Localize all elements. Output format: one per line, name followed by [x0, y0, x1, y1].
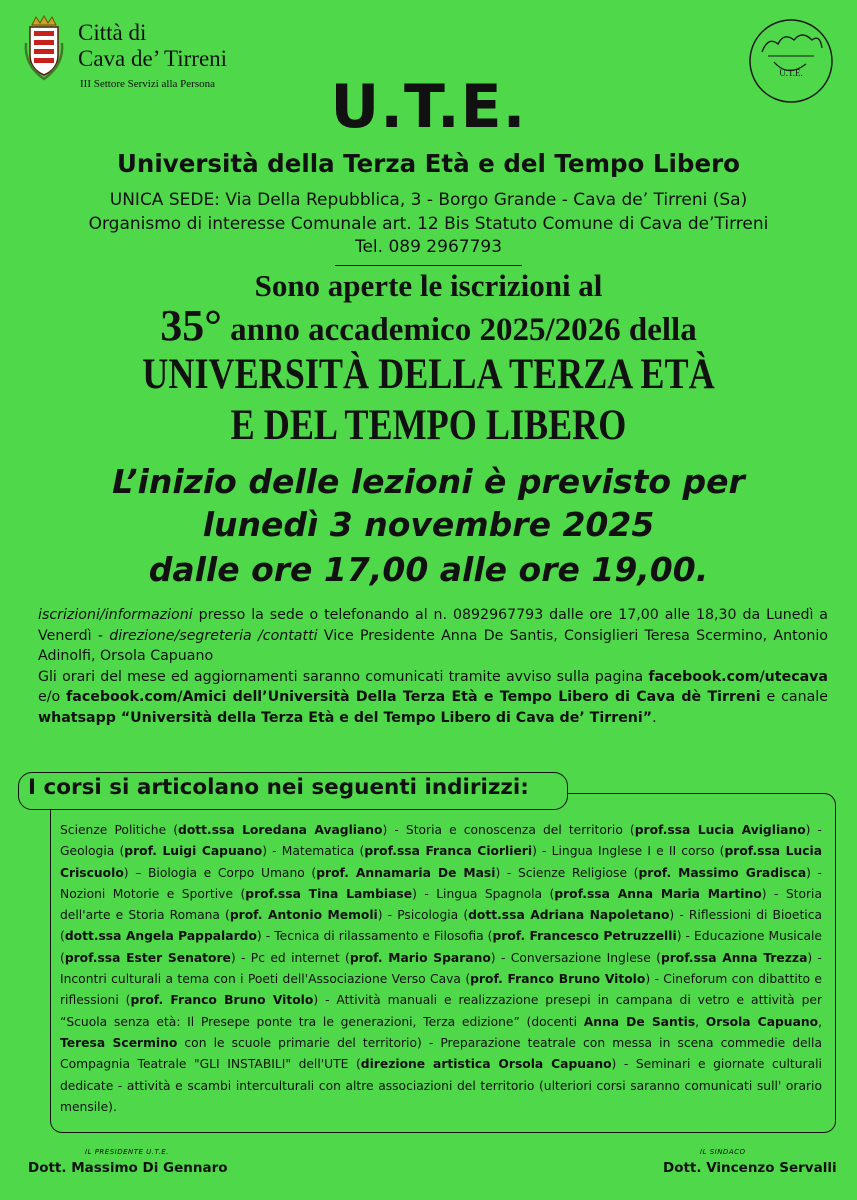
anno-text: anno accademico 2025/2026 della [221, 312, 697, 348]
contacts-label: direzione/segreteria /contatti [109, 627, 318, 644]
corso-docente: dott.ssa Adriana Napoletano [468, 908, 670, 923]
updates-end: . [652, 709, 657, 726]
telephone-underline [335, 265, 522, 266]
corso-docente: dott.ssa Loredana Avagliano [178, 823, 383, 837]
updates-connector-2: e canale [760, 689, 828, 705]
city-name-line-1: Città di [78, 20, 147, 45]
corso-text: ) - Storia dell'arte e Storia Romana ( [60, 886, 822, 923]
iscrizioni-aperte: Sono aperte le iscrizioni al [254, 268, 603, 303]
facebook-link-amici: facebook.com/Amici dell’Università Della Terza Età e Tempo Libero di Cava dè Tirreni [66, 689, 761, 705]
corso-text: Scienze Politiche ( [60, 823, 179, 837]
corso-text: ) - Scienze Religiose ( [495, 865, 639, 880]
corso-text: ) - Lingua Spagnola ( [412, 886, 555, 901]
corsi-list [60, 820, 822, 1118]
corso-docente: prof.ssa Ester Senatore [64, 950, 231, 965]
anno-number: 35° [160, 301, 222, 350]
corso-text: ) - Pc ed internet ( [230, 950, 350, 965]
corso-text: ) - Seminari e giornate culturali dedicate - attività e scambi interculturali con altre associazioni del territorio (ulteriori corsi saranno comunicati sull' orario mensile). [60, 1057, 822, 1114]
corso-docente: Teresa Scermino [60, 1035, 178, 1050]
inizio-line-2: lunedì 3 novembre 2025 [202, 505, 655, 544]
contacts-text: Vice Presidente Anna De Santis, Consiglieri Teresa Scermino, Antonio Adinolfi, Orsola Capuano [38, 627, 828, 664]
facebook-link-utecava: facebook.com/utecava [648, 668, 828, 685]
corso-docente: prof. Mario Sparano [349, 950, 491, 965]
corso-docente: prof.ssa Lucia Avigliano [634, 823, 806, 837]
inizio-line-3: dalle ore 17,00 alle ore 19,00. [148, 550, 709, 589]
universita-line-1: UNIVERSITÀ DELLA TERZA ETÀ [142, 351, 715, 398]
corso-docente: prof. Luigi Capuano [124, 844, 263, 859]
corso-docente: prof.ssa Anna Trezza [660, 950, 808, 965]
sindaco-role: IL SINDACO [700, 1148, 746, 1156]
corso-text: ) - Riflessioni di Bioetica ( [60, 908, 823, 944]
corso-docente: dott.ssa Angela Pappalardo [64, 929, 257, 944]
corso-docente: prof. Antonio Memoli [229, 908, 378, 923]
corso-docente: prof.ssa Lucia Criscuolo [60, 844, 823, 880]
corso-text: ) - Conversazione Inglese ( [490, 950, 661, 965]
whatsapp-channel: whatsapp “Università della Terza Età e del Tempo Libero di Cava de’ Tirreni” [38, 709, 653, 726]
settore-label: III Settore Servizi alla Persona [80, 78, 216, 90]
presidente-role: IL PRESIDENTE U.T.E. [85, 1148, 169, 1156]
ute-logo-text: U.T.E. [779, 68, 803, 78]
corso-docente: prof. Franco Bruno Vitolo [470, 972, 646, 987]
corso-text: ) - Educazione Musicale ( [60, 929, 822, 965]
corso-text: ) - Tecnica di rilassamento e Filosofia ( [256, 929, 493, 944]
ute-full-name: Università della Terza Età e del Tempo Libero [117, 149, 740, 178]
corso-text: ) - Cineforum con dibattito e riflessioni ( [60, 972, 823, 1008]
corso-docente: prof.ssa Anna Maria Martino [554, 886, 762, 901]
universita-line-2: E DEL TEMPO LIBERO [230, 402, 627, 449]
corso-text: ) - Geologia ( [60, 823, 822, 859]
corso-text: , [695, 1014, 706, 1029]
corso-docente: Orsola Capuano [705, 1014, 819, 1029]
info-label: iscrizioni/informazioni [38, 607, 193, 623]
corso-docente: prof.ssa Tina Lambiase [245, 886, 413, 901]
organismo-line: Organismo di interesse Comunale art. 12 Bis Statuto Comune di Cava de’Tirreni [88, 214, 769, 234]
corso-docente: prof.ssa Franca Ciorlieri [364, 844, 533, 859]
inizio-line-1: L’inizio delle lezioni è previsto per [112, 462, 745, 501]
info-contacts [38, 605, 828, 667]
corso-docente: direzione artistica Orsola Capuano [360, 1057, 612, 1072]
updates-text: Gli orari del mese ed aggiornamenti saranno comunicati tramite avviso sulla pagina [38, 668, 649, 685]
corso-text: ) - Storia e conoscenza del territorio ( [382, 823, 635, 837]
corso-text: ) - Matematica ( [262, 844, 365, 859]
corso-docente: prof. Massimo Gradisca [638, 865, 807, 880]
corso-docente: Anna De Santis [583, 1014, 696, 1029]
corso-text: ) - Attività manuali e realizzazione presepi in campana di vetro e attività per “Scuola senza età: Il Presepe ponte tra le generazioni, Terza edizione” (docenti [60, 993, 823, 1029]
corso-text: ) - Incontri culturali a tema con i Poeti dell'Associazione Verso Cava ( [60, 950, 822, 987]
corso-text: , [818, 1014, 822, 1029]
corso-text: ) - Nozioni Motorie e Sportive ( [60, 865, 822, 901]
info-paragraph [38, 605, 828, 728]
updates-connector: e/o [38, 689, 67, 705]
corso-text: ) – Biologia e Corpo Umano ( [123, 865, 317, 880]
corso-text: ) - Psicologia ( [377, 908, 469, 923]
info-updates [38, 667, 828, 729]
corsi-heading: I corsi si articolano nei seguenti indirizzi: [28, 775, 529, 800]
sindaco-name: Dott. Vincenzo Servalli [663, 1160, 837, 1176]
anno-accademico [0, 300, 857, 351]
corso-docente: prof. Franco Bruno Vitolo [130, 993, 314, 1008]
corso-docente: prof. Annamaria De Masi [316, 865, 496, 880]
corso-text: ) - Lingua Inglese I e II corso ( [532, 844, 725, 859]
telephone: Tel. 089 2967793 [354, 237, 503, 257]
city-name-line-2: Cava de’ Tirreni [78, 46, 228, 71]
corso-docente: prof. Francesco Petruzzelli [492, 929, 677, 944]
info-text: presso la sede o telefonando al n. 0892967793 dalle ore 17,00 alle 18,30 da Lunedì a Venerdì - [38, 607, 828, 644]
presidente-name: Dott. Massimo Di Gennaro [28, 1160, 228, 1176]
ute-title: U.T.E. [330, 72, 527, 142]
sede-address: UNICA SEDE: Via Della Repubblica, 3 - Borgo Grande - Cava de’ Tirreni (Sa) [109, 190, 748, 210]
corso-text: con le scuole primarie del territorio) - Preparazione teatrale con messa in scena commedie della Compagnia Teatrale "GLI INSTABILI" dell'UTE ( [60, 1035, 822, 1072]
